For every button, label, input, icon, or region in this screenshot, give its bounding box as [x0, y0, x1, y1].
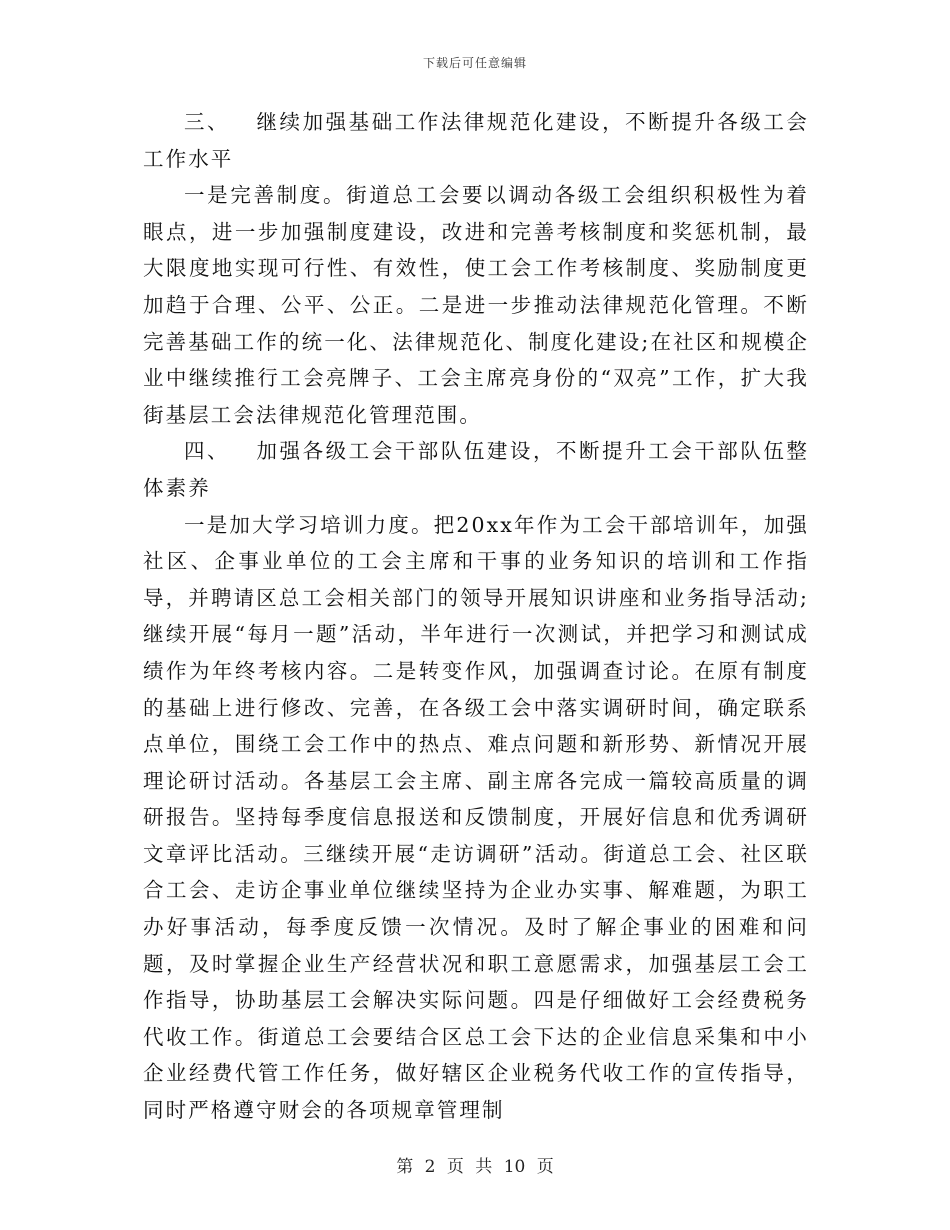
section-body-4: 一是加大学习培训力度。把20xx年作为工会干部培训年，加强社区、企事业单位的工会主席和干事的业务知识的培训和工作指导，并聘请区总工会相关部门的领导开展知识讲座和业务指导活动;继续开展“每月一题”活动，半年进行一次测试，并把学习和测试成绩作为年终考核内容。二是转变作风，加强调查讨论。在原有制度的基础上进行修改、完善，在各级工会中落实调研时间，确定联系点单位，围绕工会工作中的热点、难点问题和新形势、新情况开展理论研讨活动。各基层工会主席、副主席各完成一篇较高质量的调研报告。坚持每季度信息报送和反馈制度，开展好信息和优秀调研文章评比活动。三继续开展“走访调研”活动。街道总工会、社区联合工会、走访企事业单位继续坚持为企业办实事、解难题，为职工办好事活动，每季度反馈一次情况。及时了解企事业的困难和问题，及时掌握企业生产经营状况和职工意愿需求，加强基层工会工作指导，协助基层工会解决实际问题。四是仔细做好工会经费税务代收工作。街道总工会要结合区总工会下达的企业信息采集和中小企业经费代管工作任务，做好辖区企业税务代收工作的宣传指导，同时严格遵守财会的各项规章管理制 — [143, 512, 809, 1123]
section-heading-4 — [143, 433, 809, 506]
page-number-footer: 第 2 页 共 10 页 — [396, 1157, 554, 1177]
section-body-3: 一是完善制度。街道总工会要以调动各级工会组织积极性为着眼点，进一步加强制度建设，改进和完善考核制度和奖惩机制，最大限度地实现可行性、有效性，使工会工作考核制度、奖励制度更加趋于合理、公平、公正。二是进一步推动法律规范化管理。不断完善基础工作的统一化、法律规范化、制度化建设;在社区和规模企业中继续推行工会亮牌子、工会主席亮身份的“双亮”工作，扩大我街基层工会法律规范化管理范围。 — [143, 183, 809, 427]
section-heading-3 — [143, 104, 809, 177]
section-title: 继续加强基础工作法律规范化建设，不断提升各级工会工作水平 — [143, 110, 809, 171]
section-number: 四、 — [184, 439, 231, 464]
section-title: 加强各级工会干部队伍建设，不断提升工会干部队伍整体素养 — [143, 439, 809, 500]
document-body — [143, 104, 809, 1129]
page-header-note: 下载后可任意编辑 — [422, 56, 527, 70]
section-number: 三、 — [184, 110, 231, 134]
